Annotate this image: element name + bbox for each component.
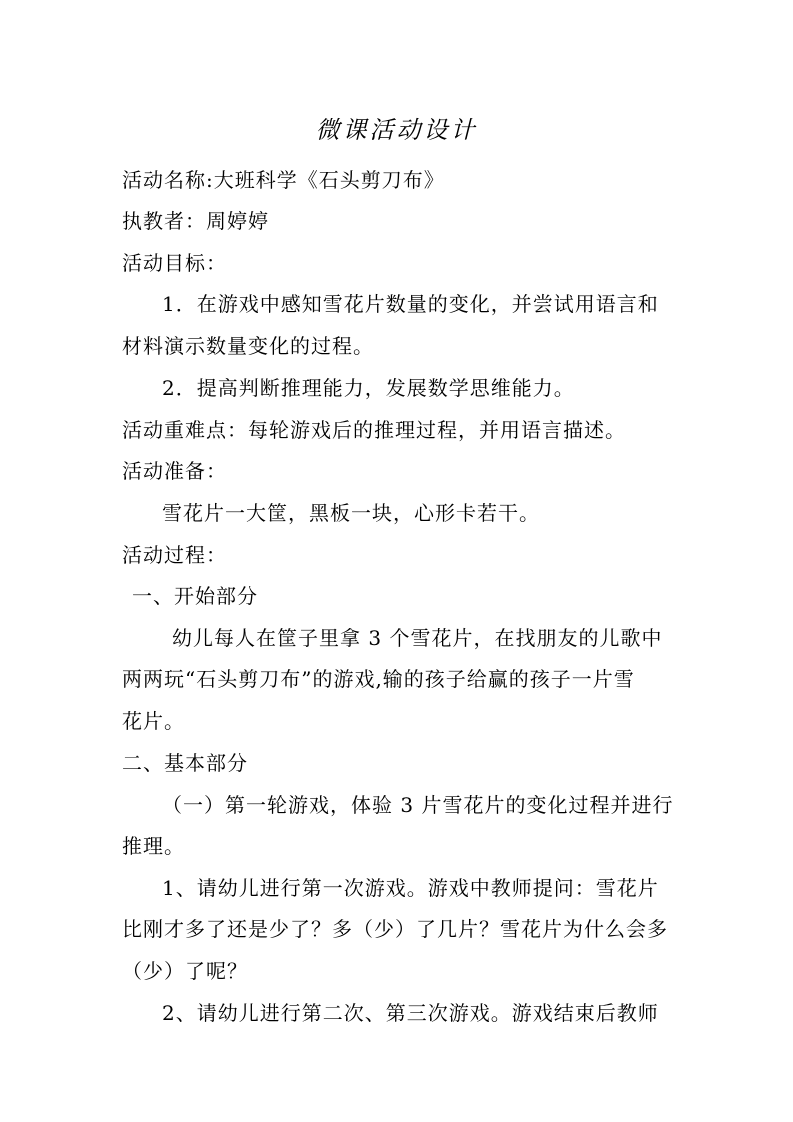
goals-heading: 活动目标： xyxy=(122,251,227,275)
part-1-line-3: 花片。 xyxy=(122,709,185,733)
part-1-line-2: 两两玩“石头剪刀布”的游戏,输的孩子给赢的孩子一片雪 xyxy=(122,667,635,691)
part-1-line-1: 幼儿每人在筐子里拿 3 个雪花片，在找朋友的儿歌中 xyxy=(172,626,663,650)
round-1-line-2: 推理。 xyxy=(122,834,185,858)
document-title: 微课活动设计 xyxy=(315,116,478,144)
step-1-line-1: 1、请幼儿进行第一次游戏。游戏中教师提问：雪花片 xyxy=(162,876,659,900)
step-1-line-3: （少）了呢？ xyxy=(122,959,248,983)
prep-text: 雪花片一大筐，黑板一块，心形卡若干。 xyxy=(162,501,540,525)
goal-1-line-1: 1．在游戏中感知雪花片数量的变化，并尝试用语言和 xyxy=(162,292,659,316)
teacher-line: 执教者：周婷婷 xyxy=(122,209,269,233)
step-2-line-1: 2、请幼儿进行第二次、第三次游戏。游戏结束后教师 xyxy=(162,1001,659,1025)
round-1-line-1: （一）第一轮游戏，体验 3 片雪花片的变化过程并进行 xyxy=(162,793,674,817)
part-2-heading: 二、基本部分 xyxy=(122,751,248,775)
goal-1-line-2: 材料演示数量变化的过程。 xyxy=(122,334,374,358)
key-points: 活动重难点：每轮游戏后的推理过程，并用语言描述。 xyxy=(122,418,626,442)
process-heading: 活动过程： xyxy=(122,543,227,567)
part-1-heading: 一、开始部分 xyxy=(132,584,258,608)
prep-heading: 活动准备： xyxy=(122,459,227,483)
activity-name: 活动名称:大班科学《石头剪刀布》 xyxy=(122,168,445,192)
goal-2: 2．提高判断推理能力，发展数学思维能力。 xyxy=(162,376,575,400)
step-1-line-2: 比刚才多了还是少了？多（少）了几片？雪花片为什么会多 xyxy=(122,917,668,941)
